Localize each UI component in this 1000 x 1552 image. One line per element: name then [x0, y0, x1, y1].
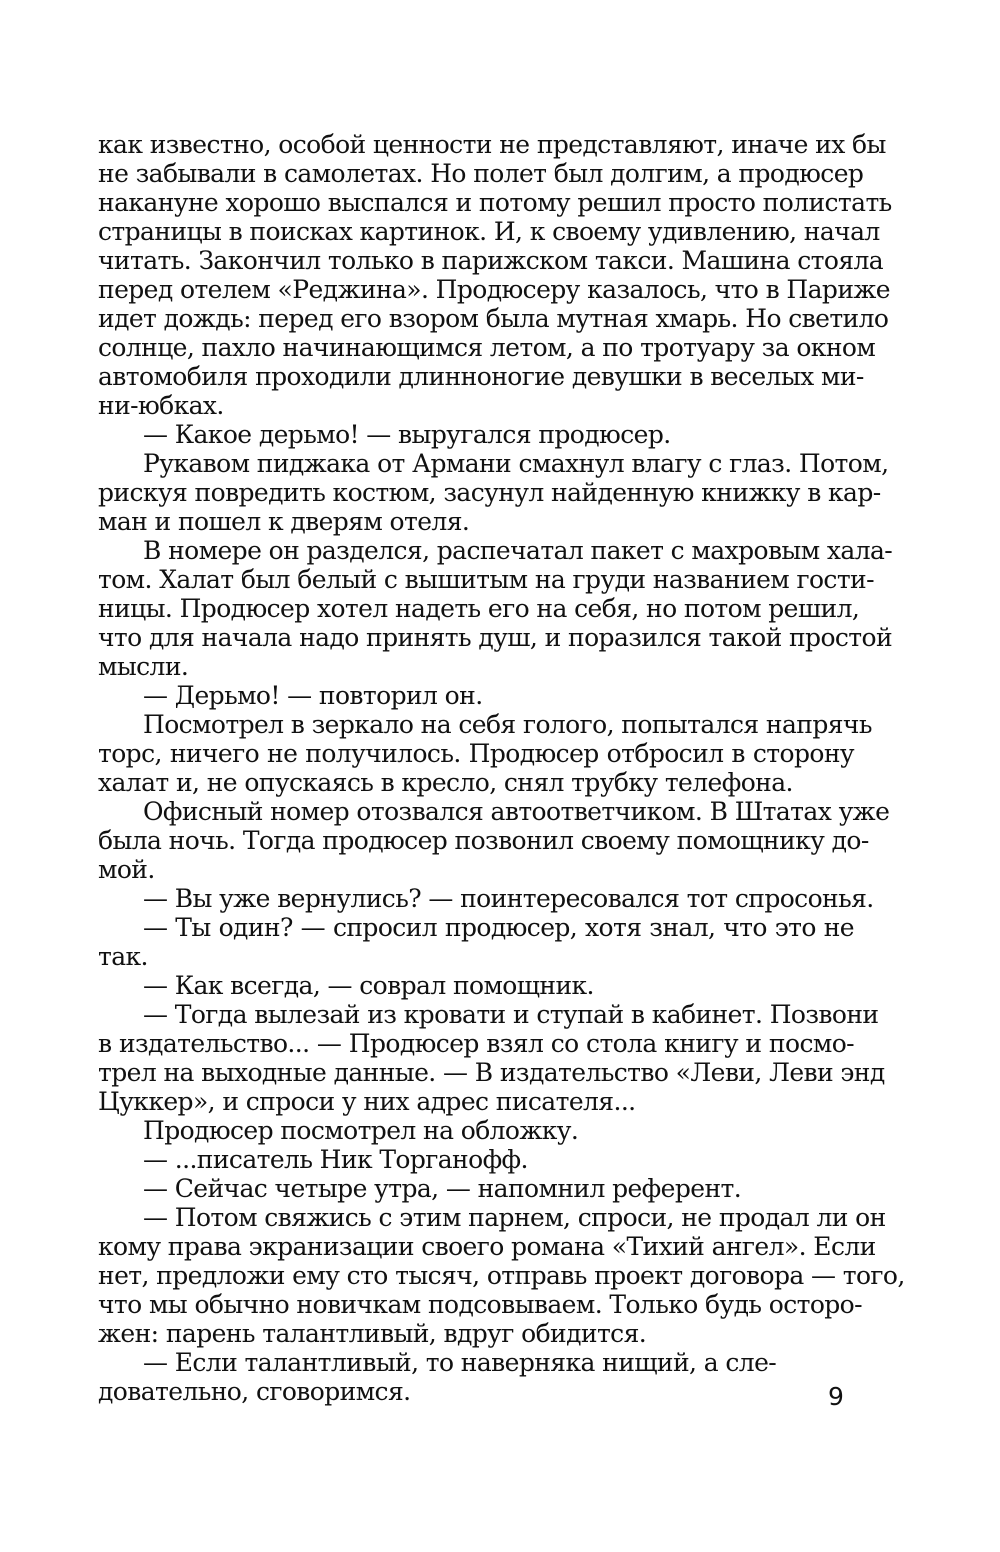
text-line: кому права экранизации своего романа «Тихий ангел». Если [98, 1232, 876, 1261]
page-number: 9 [828, 1382, 844, 1411]
text-line: халат и, не опускаясь в кресло, снял трубку телефона. [98, 768, 793, 797]
text-line: торс, ничего не получилось. Продюсер отбросил в сторону [98, 739, 854, 768]
text-line: том. Халат был белый с вышитым на груди названием гости- [98, 565, 874, 594]
text-line: мысли. [98, 652, 189, 681]
text-line: так. [98, 942, 148, 971]
text-line: Продюсер посмотрел на обложку. [143, 1116, 579, 1145]
text-line: ницы. Продюсер хотел надеть его на себя, но потом решил, [98, 594, 860, 623]
text-line: идет дождь: перед его взором была мутная хмарь. Но светило [98, 304, 889, 333]
text-line: — Какое дерьмо! — выругался продюсер. [143, 420, 671, 449]
text-line: — ...писатель Ник Торганофф. [143, 1145, 528, 1174]
text-line: рискуя повредить костюм, засунул найденную книжку в кар- [98, 478, 881, 507]
text-line: в издательство... — Продюсер взял со стола книгу и посмо- [98, 1029, 854, 1058]
text-line: нет, предложи ему сто тысяч, отправь проект договора — того, [98, 1261, 905, 1290]
text-line: автомобиля проходили длинноногие девушки в веселых ми- [98, 362, 864, 391]
text-line: — Вы уже вернулись? — поинтересовался тот спросонья. [143, 884, 874, 913]
text-line: жен: парень талантливый, вдруг обидится. [98, 1319, 647, 1348]
text-line: — Сейчас четыре утра, — напомнил референт. [143, 1174, 742, 1203]
text-line: как известно, особой ценности не представляют, иначе их бы [98, 130, 886, 159]
text-line: Офисный номер отозвался автоответчиком. В Штатах уже [143, 797, 890, 826]
text-line: что для начала надо принять душ, и поразился такой простой [98, 623, 893, 652]
text-line: не забывали в самолетах. Но полет был долгим, а продюсер [98, 159, 864, 188]
text-line: — Тогда вылезай из кровати и ступай в кабинет. Позвони [143, 1000, 879, 1029]
text-line: трел на выходные данные. — В издательство «Леви, Леви энд [98, 1058, 885, 1087]
text-line: Посмотрел в зеркало на себя голого, попытался напрячь [143, 710, 872, 739]
text-line: — Дерьмо! — повторил он. [143, 681, 483, 710]
book-page-text [98, 130, 905, 1406]
text-line: накануне хорошо выспался и потому решил просто полистать [98, 188, 892, 217]
text-line: — Потом свяжись с этим парнем, спроси, не продал ли он [143, 1203, 886, 1232]
text-line: ман и пошел к дверям отеля. [98, 507, 470, 536]
text-line: ни-юбках. [98, 391, 224, 420]
text-line: была ночь. Тогда продюсер позвонил своему помощнику до- [98, 826, 869, 855]
text-line: — Если талантливый, то наверняка нищий, а сле- [143, 1348, 777, 1377]
text-line: — Ты один? — спросил продюсер, хотя знал, что это не [143, 913, 854, 942]
text-line: страницы в поисках картинок. И, к своему удивлению, начал [98, 217, 880, 246]
text-line: что мы обычно новичкам подсовываем. Только будь осторо- [98, 1290, 862, 1319]
text-line: довательно, сговоримся. [98, 1377, 411, 1406]
text-line: перед отелем «Реджина». Продюсеру казалось, что в Париже [98, 275, 890, 304]
text-line: В номере он разделся, распечатал пакет с махровым хала- [143, 536, 893, 565]
text-line: Цуккер», и спроси у них адрес писателя... [98, 1087, 636, 1116]
text-line: солнце, пахло начинающимся летом, а по тротуару за окном [98, 333, 876, 362]
text-line: читать. Закончил только в парижском такси. Машина стояла [98, 246, 884, 275]
text-line: мой. [98, 855, 155, 884]
text-line: — Как всегда, — соврал помощник. [143, 971, 594, 1000]
text-line: Рукавом пиджака от Армани смахнул влагу с глаз. Потом, [143, 449, 889, 478]
